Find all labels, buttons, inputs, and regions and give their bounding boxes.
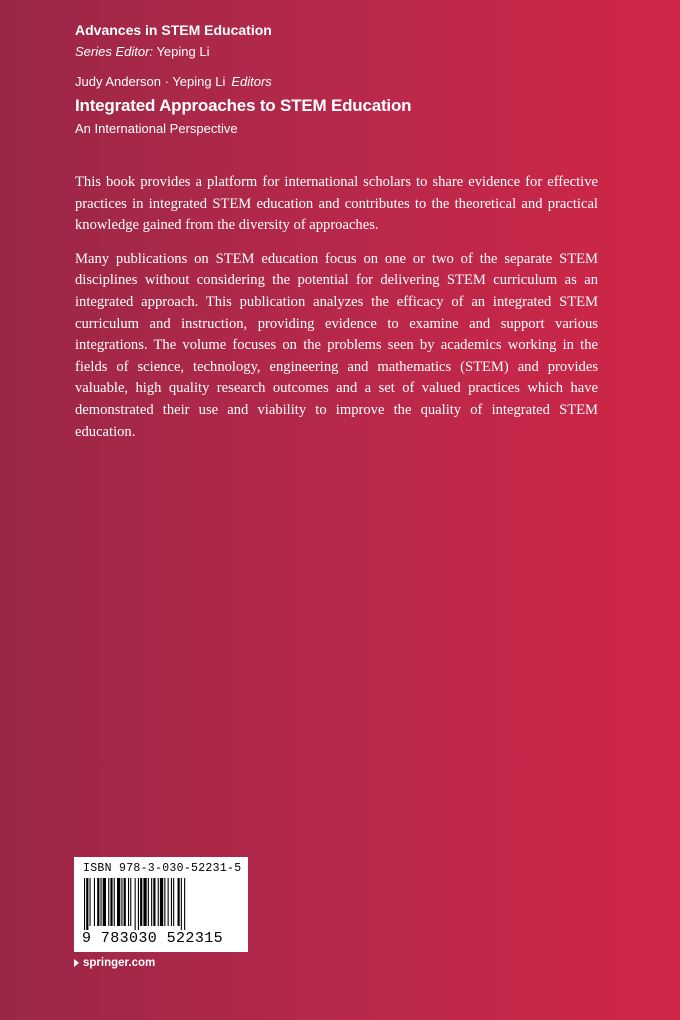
barcode-bar	[86, 878, 88, 930]
book-title: Integrated Approaches to STEM Education	[75, 96, 412, 115]
barcode-bar	[160, 878, 163, 926]
series-editor-label: Series Editor:	[75, 44, 154, 59]
barcode-bar	[124, 878, 126, 926]
editors-names: Judy Anderson · Yeping Li	[75, 74, 226, 89]
blurb	[75, 172, 598, 455]
book-subtitle: An International Perspective	[75, 121, 238, 136]
barcode-bar	[84, 878, 85, 930]
barcode-bar	[158, 878, 159, 926]
barcode-bar	[94, 878, 95, 926]
barcode-bar	[148, 878, 149, 926]
barcode-bar	[153, 878, 155, 926]
series-editor-name: Yeping Li	[156, 44, 210, 59]
barcode-bars	[82, 878, 240, 930]
barcode-bar	[140, 878, 142, 926]
barcode-bar	[138, 878, 139, 930]
barcode-bar	[110, 878, 112, 926]
barcode-bar	[143, 878, 146, 926]
publisher-link-text: springer.com	[83, 957, 156, 969]
series-editor	[75, 44, 209, 59]
barcode-bar	[121, 878, 122, 926]
barcode-bar	[164, 878, 165, 926]
barcode-bar	[130, 878, 131, 926]
series-title: Advances in STEM Education	[75, 22, 272, 38]
barcode-bar	[135, 878, 136, 930]
barcode-bar	[114, 878, 115, 926]
barcode-bar	[181, 878, 182, 930]
blurb-paragraph-2: Many publications on STEM education focus on one or two of the separate STEM disciplines without considering the potential for delivering STEM curriculum as an integrated approach. This publication analyzes the efficacy of an integrated STEM curriculum and instruction, providing evidence to examine and support various integrations. The volume focuses on the problems seen by academics working in the fields of science, technology, engineering and mathematics (STEM) and provides valuable, high quality research outcomes and a set of valued practices which have demonstrated their use and viability to improve the quality of integrated STEM education.	[75, 250, 598, 440]
barcode-bar	[108, 878, 109, 926]
barcode-bar	[117, 878, 120, 926]
book-editors	[75, 74, 272, 89]
isbn-label: ISBN 978-3-030-52231-5	[83, 862, 242, 875]
barcode-bar	[171, 878, 172, 926]
barcode-bar	[128, 878, 129, 926]
barcode-bar	[90, 878, 91, 926]
editors-role: Editors	[231, 74, 272, 89]
barcode-bar	[173, 878, 174, 926]
blurb-paragraph-1: This book provides a platform for international scholars to share evidence for effective practices in integrated STEM education and contributes to the theoretical and practical knowledge gained from the diversity of approaches.	[75, 174, 598, 234]
barcode-bar	[151, 878, 152, 926]
isbn-barcode	[74, 857, 248, 952]
barcode-bar	[97, 878, 99, 926]
barcode-bar	[178, 878, 180, 926]
barcode-digits: 9 783030 522315	[82, 930, 224, 947]
barcode-bar	[101, 878, 102, 926]
barcode-bar	[168, 878, 169, 926]
barcode-bar	[103, 878, 106, 926]
barcode-bar	[184, 878, 185, 930]
publisher-link[interactable]	[74, 957, 155, 969]
arrow-right-icon	[74, 959, 79, 967]
